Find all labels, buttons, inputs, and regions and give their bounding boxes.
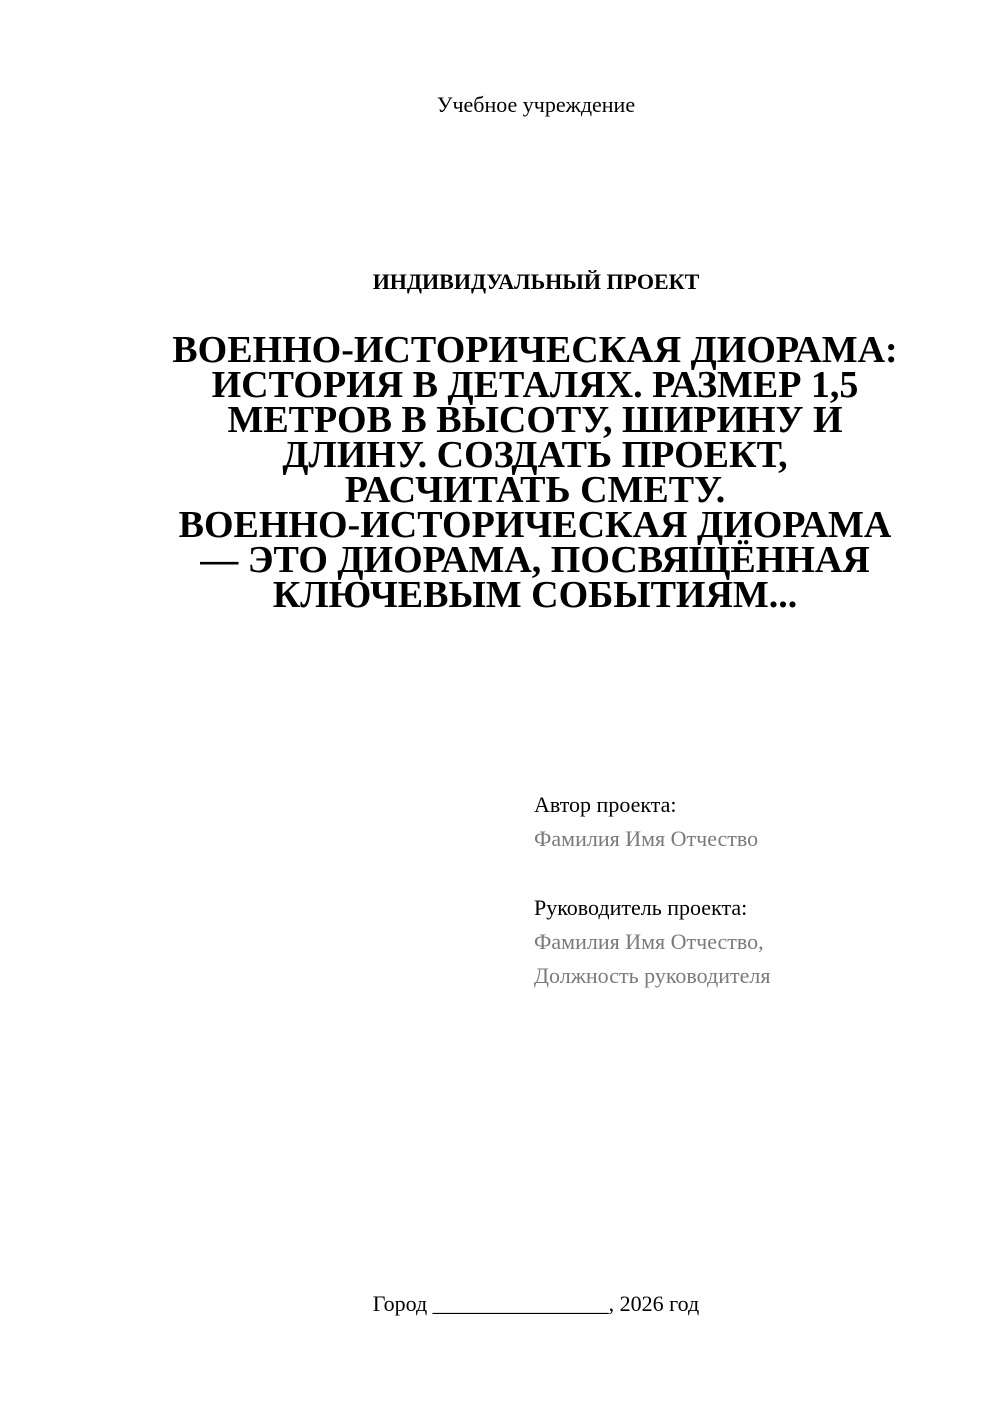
title-line: ВОЕННО-ИСТОРИЧЕСКАЯ ДИОРАМА: <box>172 329 898 371</box>
title-line: ИСТОРИЯ В ДЕТАЛЯХ. РАЗМЕР 1,5 <box>211 364 859 406</box>
title-line: ДЛИНУ. СОЗДАТЬ ПРОЕКТ, <box>282 434 788 476</box>
supervisor-name: Фамилия Имя Отчество, <box>534 929 764 954</box>
title-line: РАСЧИТАТЬ СМЕТУ. <box>344 469 726 511</box>
city-year: Город ________________, 2026 год <box>372 1291 700 1316</box>
supervisor-position: Должность руководителя <box>534 963 771 988</box>
title-line: — ЭТО ДИОРАМА, ПОСВЯЩЁННАЯ <box>200 539 870 581</box>
document-type: ИНДИВИДУАЛЬНЫЙ ПРОЕКТ <box>372 269 700 294</box>
institution-name: Учебное учреждение <box>436 92 636 117</box>
author-name: Фамилия Имя Отчество <box>534 826 759 851</box>
spacer <box>534 856 934 891</box>
project-roles <box>534 788 934 993</box>
project-title <box>150 329 920 616</box>
title-line: МЕТРОВ В ВЫСОТУ, ШИРИНУ И <box>227 399 843 441</box>
title-line: ВОЕННО-ИСТОРИЧЕСКАЯ ДИОРАМА <box>178 504 892 546</box>
author-label: Автор проекта: <box>534 792 677 817</box>
supervisor-label: Руководитель проекта: <box>534 895 748 920</box>
title-line: КЛЮЧЕВЫМ СОБЫТИЯМ... <box>272 574 798 616</box>
